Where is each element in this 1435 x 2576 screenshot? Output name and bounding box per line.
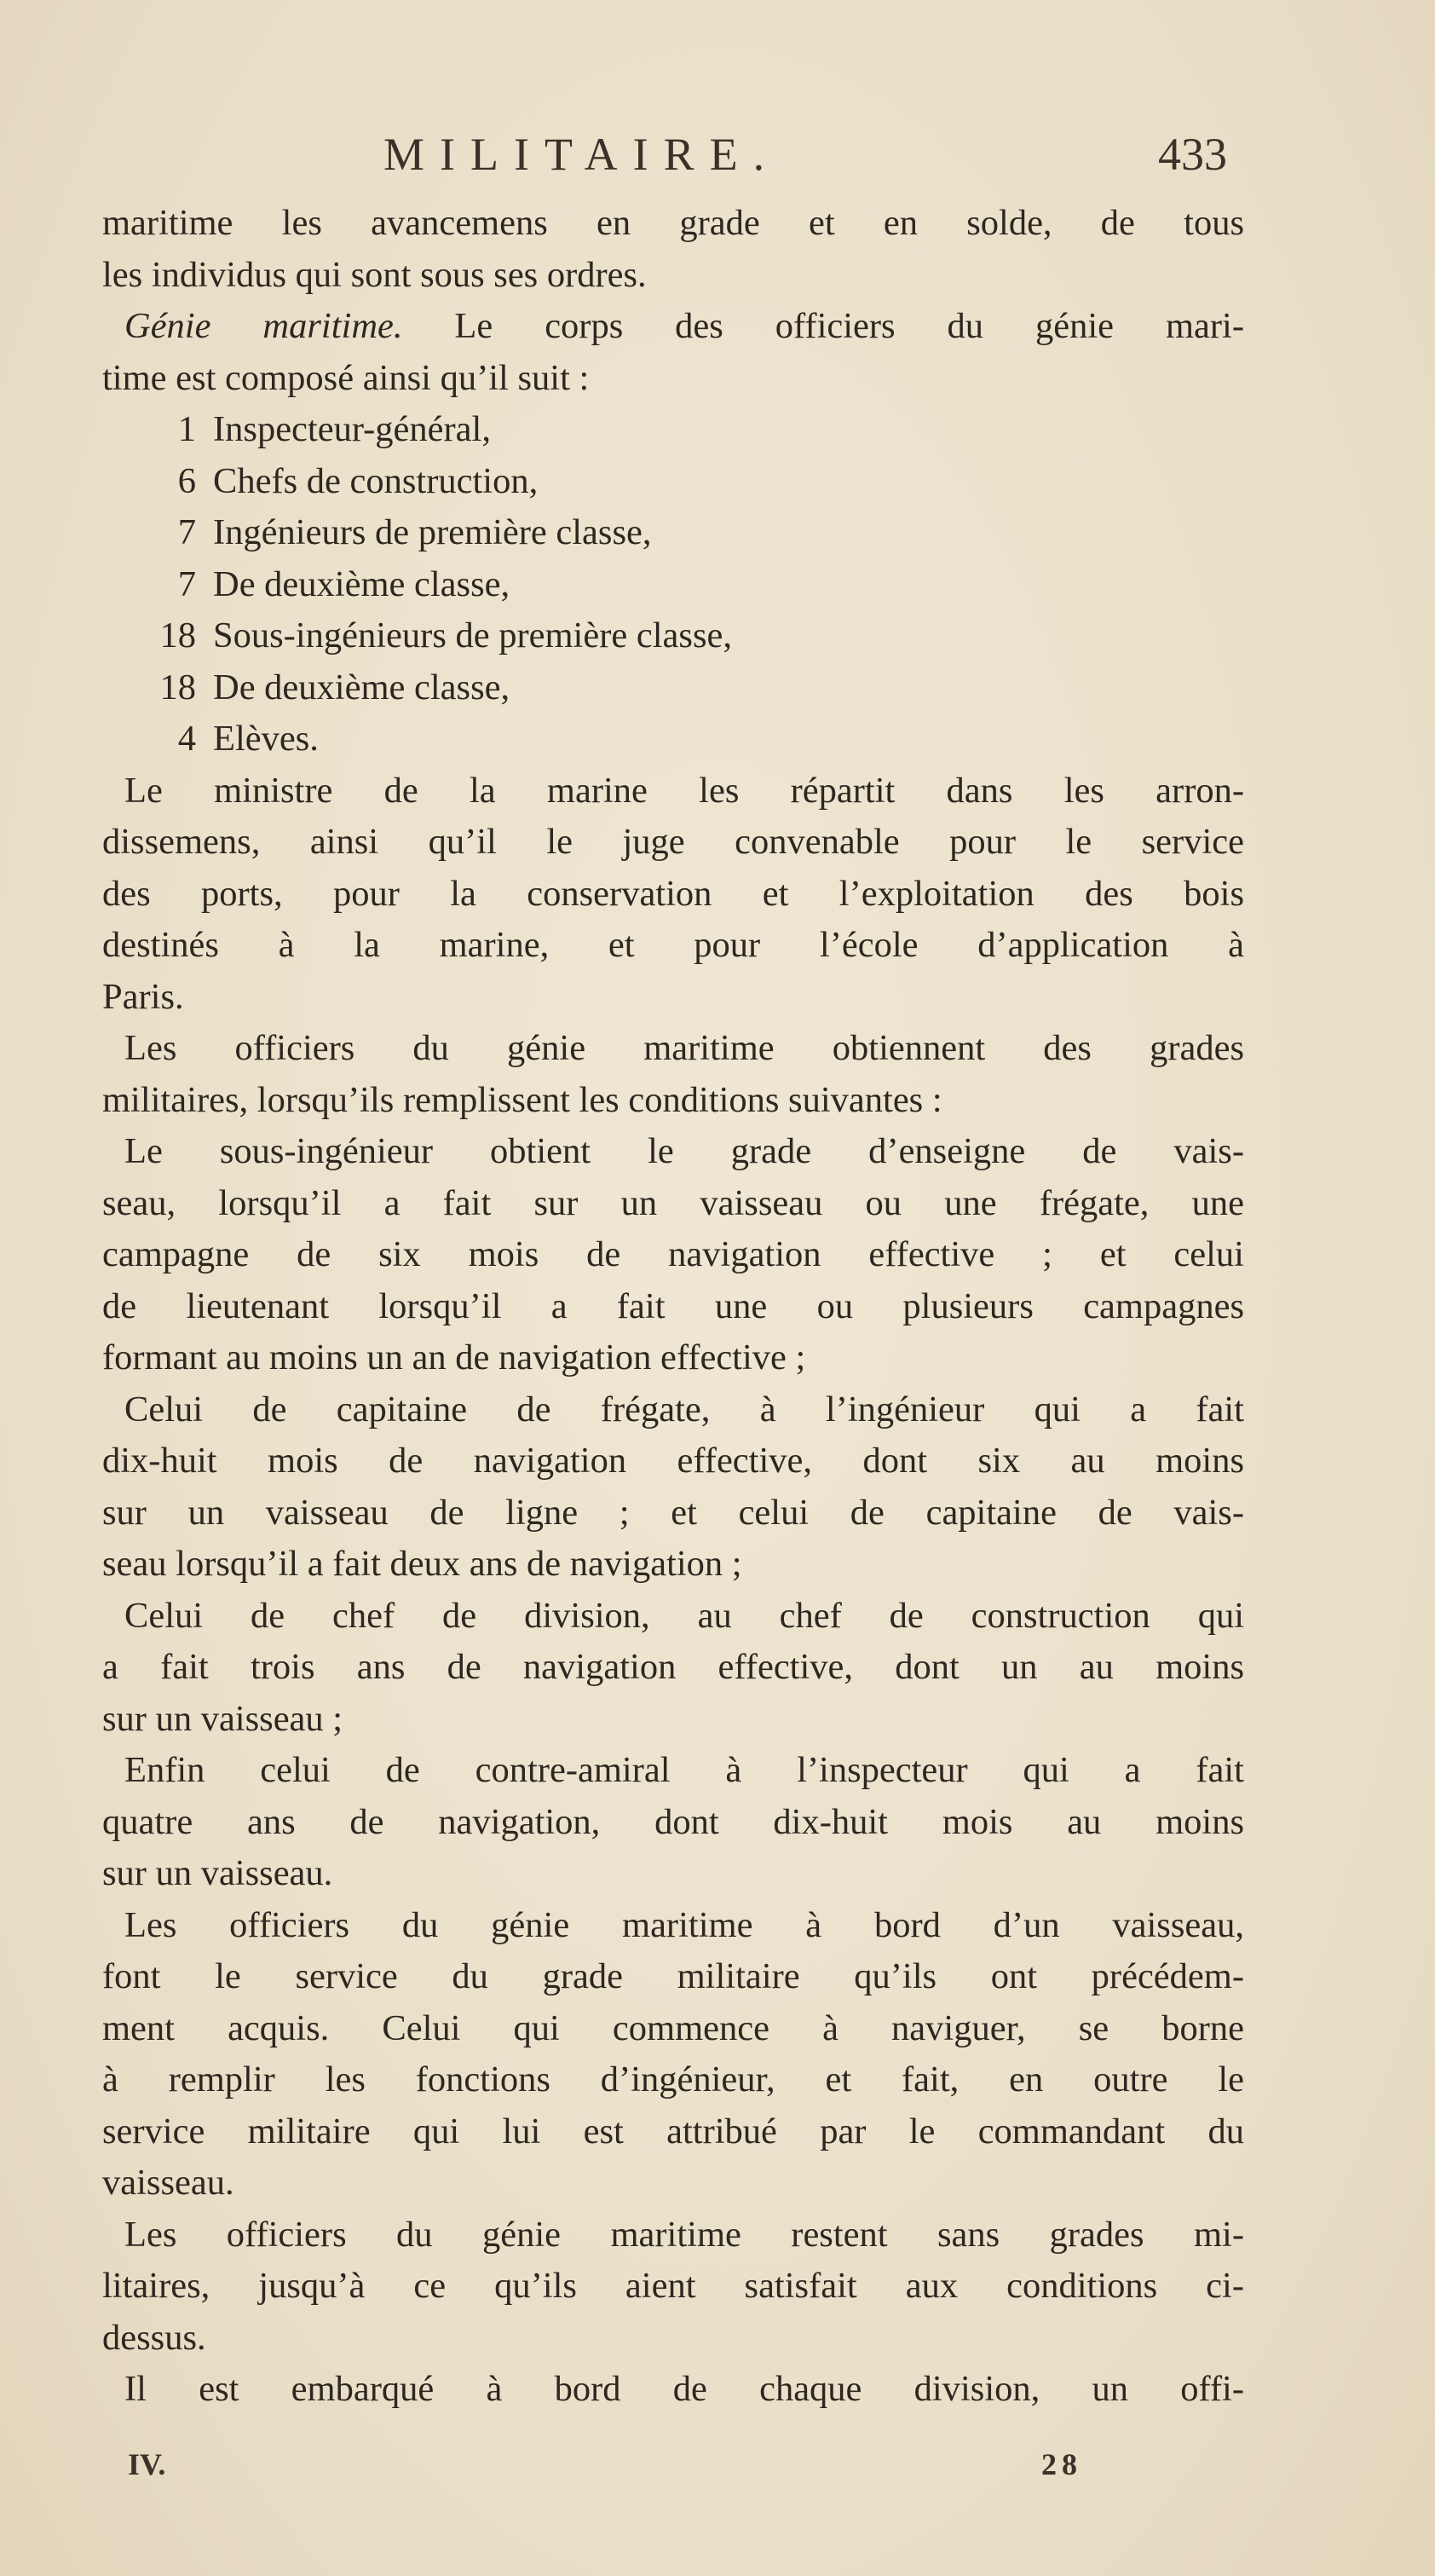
text-line: a fait trois ans de navigation effective, dont un au moins xyxy=(102,1647,1244,1687)
list-qty: 7 xyxy=(177,512,196,552)
text-line: Enfin celui de contre-amiral à l’inspecteur qui a fait xyxy=(124,1750,1244,1790)
paragraph-11 xyxy=(102,2364,1244,2416)
text-line: sur un vaisseau. xyxy=(102,1853,333,1893)
volume-number: IV. xyxy=(128,2447,166,2481)
list-item xyxy=(102,559,1244,611)
list-item xyxy=(102,610,1244,662)
text-line: maritime les avancemens en grade et en solde, de tous xyxy=(102,203,1244,243)
text-line: Le sous-ingénieur obtient le grade d’enseigne de vais- xyxy=(124,1131,1244,1171)
text-line: sur un vaisseau de ligne ; et celui de capitaine de vais- xyxy=(102,1492,1244,1533)
paragraph-4 xyxy=(102,1023,1244,1126)
list-qty: 4 xyxy=(177,719,196,759)
list-rank: Ingénieurs de première classe, xyxy=(213,512,652,552)
list-rank: Inspecteur-général, xyxy=(213,409,491,449)
text-line: Les officiers du génie maritime obtiennent des grades xyxy=(124,1028,1244,1068)
text-line: litaires, jusqu’à ce qu’ils aient satisfait aux conditions ci- xyxy=(102,2266,1244,2306)
paragraph-10 xyxy=(102,2209,1244,2365)
list-qty: 18 xyxy=(159,667,196,708)
list-rank: De deuxième classe, xyxy=(213,667,510,708)
text-line: seau, lorsqu’il a fait sur un vaisseau ou une frégate, une xyxy=(102,1182,1244,1223)
text-line xyxy=(102,301,1244,353)
list-qty: 18 xyxy=(159,615,196,656)
paragraph-5 xyxy=(102,1126,1244,1384)
list-rank: De deuxième classe, xyxy=(213,563,510,604)
text-line: font le service du grade militaire qu’ils ont précédem- xyxy=(102,1956,1244,1996)
text-line: militaires, lorsqu’ils remplissent les conditions suivantes : xyxy=(102,1079,942,1120)
paragraph-1 xyxy=(102,198,1244,301)
text-span: Le corps des officiers du génie mari- xyxy=(402,306,1244,346)
text-line: time est composé ainsi qu’il suit : xyxy=(102,357,590,398)
paragraph-9 xyxy=(102,1900,1244,2209)
text-line: campagne de six mois de navigation effective ; et celui xyxy=(102,1234,1244,1274)
text-line: à remplir les fonctions d’ingénieur, et fait, en outre le xyxy=(102,2059,1244,2099)
text-line: service militaire qui lui est attribué par le commandant du xyxy=(102,2111,1244,2151)
paragraph-8 xyxy=(102,1745,1244,1900)
text-line: Celui de capitaine de frégate, à l’ingénieur qui a fait xyxy=(124,1389,1244,1430)
list-rank: Sous-ingénieurs de première classe, xyxy=(213,615,732,656)
running-head: MILITAIRE. xyxy=(383,129,781,180)
paragraph-6 xyxy=(102,1384,1244,1591)
text-line: ment acquis. Celui qui commence à naviguer, se borne xyxy=(102,2007,1244,2048)
text-line: des ports, pour la conservation et l’exploitation des bois xyxy=(102,873,1244,914)
list-qty: 7 xyxy=(177,563,196,604)
paragraph-genie-maritime xyxy=(102,301,1244,404)
text-line: sur un vaisseau ; xyxy=(102,1698,343,1739)
text-line: Il est embarqué à bord de chaque division, un offi- xyxy=(124,2369,1244,2409)
text-line: seau lorsqu’il a fait deux ans de navigation ; xyxy=(102,1544,742,1584)
paragraph-3 xyxy=(102,765,1244,1024)
text-line: quatre ans de navigation, dont dix-huit mois au moins xyxy=(102,1801,1244,1842)
signature-mark: 28 xyxy=(1041,2447,1082,2481)
list-qty: 6 xyxy=(177,460,196,501)
text-line: Celui de chef de division, au chef de construction qui xyxy=(124,1595,1244,1636)
list-rank: Elèves. xyxy=(213,719,319,759)
text-line: vaisseau. xyxy=(102,2163,234,2203)
list-rank: Chefs de construction, xyxy=(213,460,539,501)
text-line: dissemens, ainsi qu’il le juge convenable pour le service xyxy=(102,822,1244,862)
paragraph-7 xyxy=(102,1591,1244,1746)
text-line: de lieutenant lorsqu’il a fait une ou plusieurs campagnes xyxy=(102,1285,1244,1326)
page-footer xyxy=(128,2446,1082,2498)
page-header xyxy=(102,128,1227,188)
section-lead: Génie maritime. xyxy=(124,306,403,346)
text-line: Les officiers du génie maritime à bord d’un vaisseau, xyxy=(124,1904,1244,1945)
list-item xyxy=(102,507,1244,559)
text-line: les individus qui sont sous ses ordres. xyxy=(102,254,647,295)
text-line: Le ministre de la marine les répartit dans les arron- xyxy=(124,770,1244,811)
list-item xyxy=(102,662,1244,714)
list-qty: 1 xyxy=(177,409,196,449)
corps-list xyxy=(102,404,1244,765)
list-item xyxy=(102,456,1244,508)
text-line: Paris. xyxy=(102,976,184,1017)
text-line: formant au moins un an de navigation effective ; xyxy=(102,1337,806,1378)
list-item xyxy=(102,713,1244,765)
text-line: Les officiers du génie maritime restent sans grades mi- xyxy=(124,2214,1244,2255)
page-number: 433 xyxy=(1158,129,1227,180)
list-item xyxy=(102,404,1244,456)
text-line: dix-huit mois de navigation effective, dont six au moins xyxy=(102,1441,1244,1481)
body-text xyxy=(102,198,1244,2416)
text-line: destinés à la marine, et pour l’école d’application à xyxy=(102,925,1244,965)
text-line: dessus. xyxy=(102,2317,206,2358)
